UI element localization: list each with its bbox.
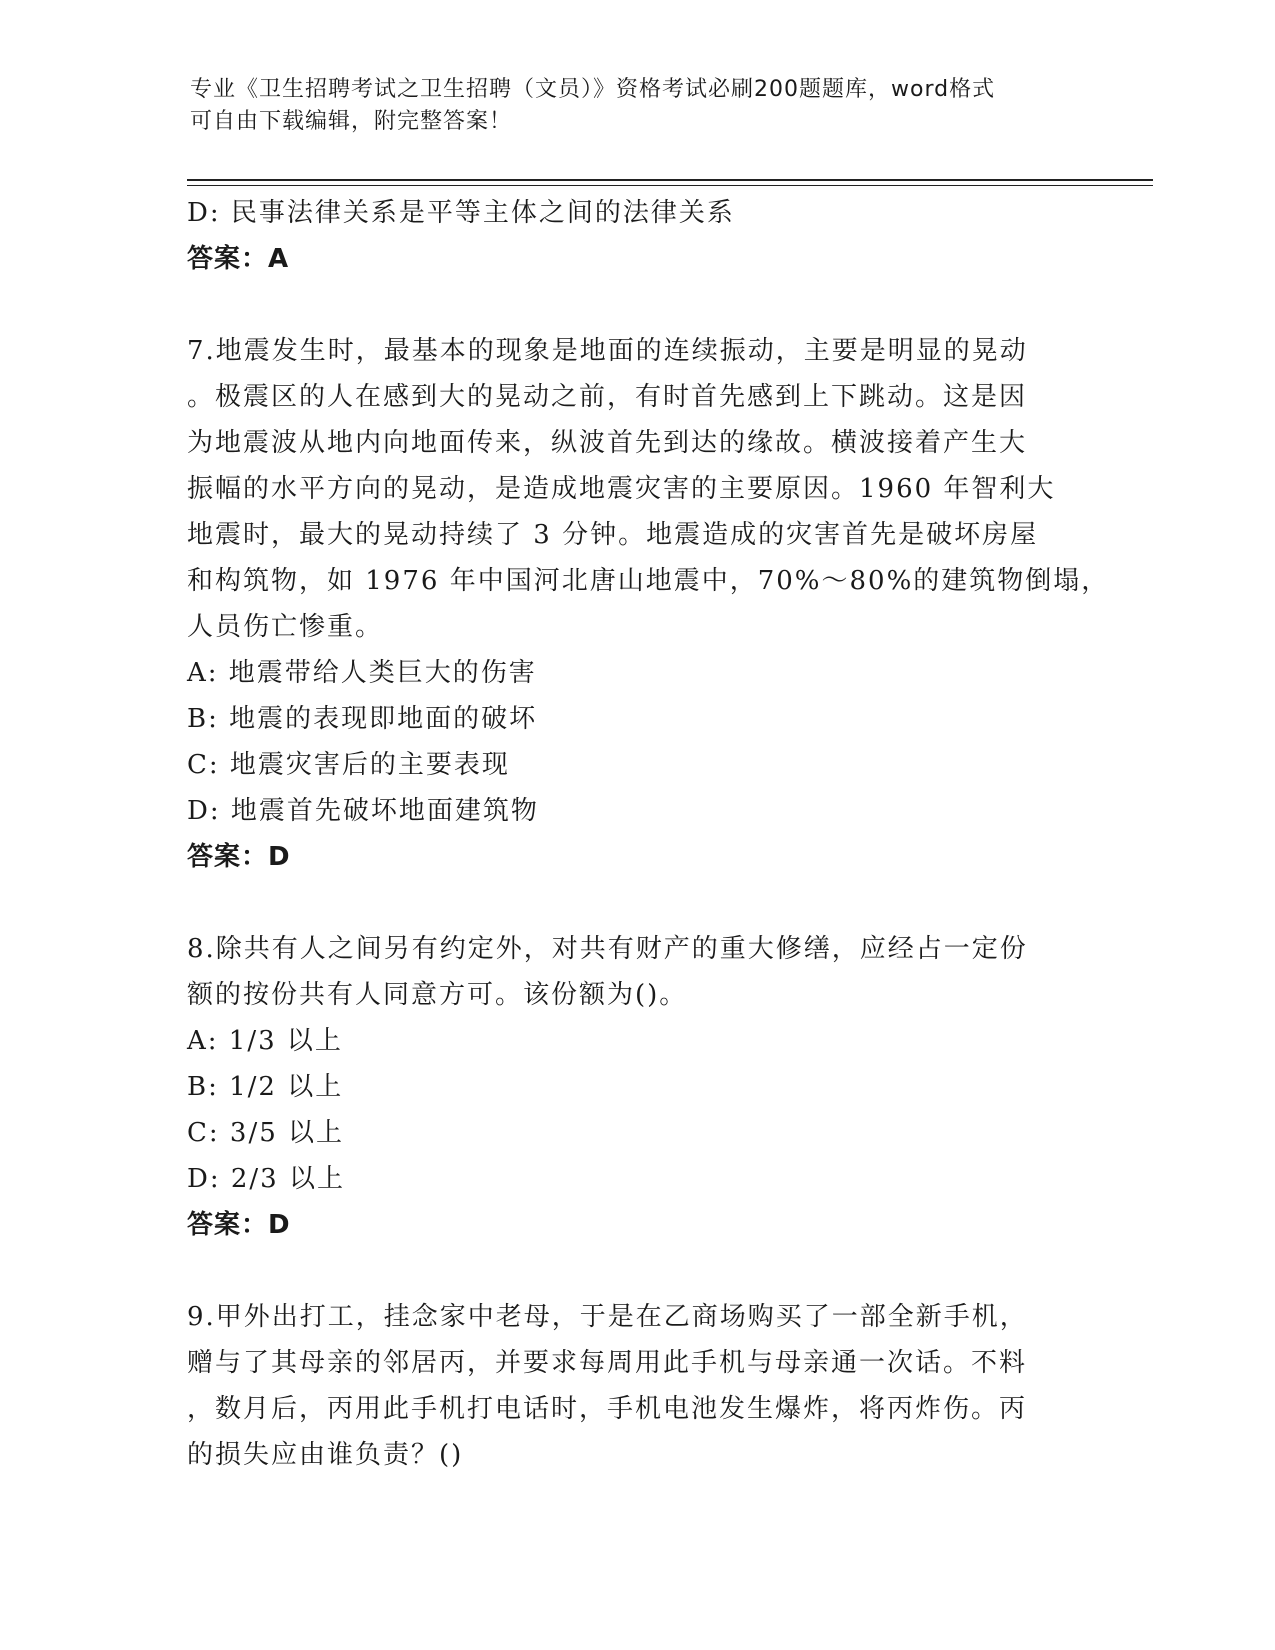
question-8-text-line: 额的按份共有人同意方可。该份额为()。 xyxy=(187,980,688,1010)
question-8-option-d: D: 2/3 以上 xyxy=(187,1164,345,1194)
question-7 xyxy=(187,328,1110,880)
question-8-option-c: C: 3/5 以上 xyxy=(187,1118,345,1148)
question-9 xyxy=(187,1294,1077,1478)
question-8-option-a: A: 1/3 以上 xyxy=(187,1026,343,1056)
question-7-text-line: 地震时，最大的晃动持续了 3 分钟。地震造成的灾害首先是破坏房屋 xyxy=(187,520,1039,550)
question-7-option-b: B: 地震的表现即地面的破坏 xyxy=(187,704,538,734)
spacer xyxy=(187,880,1077,926)
spacer xyxy=(187,282,1077,328)
question-7-text-line: 7.地震发生时，最基本的现象是地面的连续振动，主要是明显的晃动 xyxy=(187,336,1028,366)
question-8-text-line: 8.除共有人之间另有约定外，对共有财产的重大修缮，应经占一定份 xyxy=(187,934,1028,964)
question-9-text-line: 赠与了其母亲的邻居丙，并要求每周用此手机与母亲通一次话。不料 xyxy=(187,1348,1028,1378)
question-9-text-line: 9.甲外出打工，挂念家中老母，于是在乙商场购买了一部全新手机， xyxy=(187,1302,1028,1332)
page-header xyxy=(190,74,1070,138)
header-title-line-2: 可自由下载编辑，附完整答案！ xyxy=(190,109,513,134)
question-7-text-line: 为地震波从地内向地面传来，纵波首先到达的缘故。横波接着产生大 xyxy=(187,428,1028,458)
question-7-text-line: 和构筑物，如 1976 年中国河北唐山地震中，70%～80%的建筑物倒塌， xyxy=(187,566,1110,596)
question-8 xyxy=(187,926,1077,1248)
prev-question-answer: 答案：A xyxy=(187,244,290,274)
question-9-text-line: ，数月后，丙用此手机打电话时，手机电池发生爆炸，将丙炸伤。丙 xyxy=(187,1394,1028,1424)
question-7-text-line: 人员伤亡惨重。 xyxy=(187,612,384,642)
question-content xyxy=(187,190,1110,1478)
spacer xyxy=(187,1248,1077,1294)
prev-question-option-d: D: 民事法律关系是平等主体之间的法律关系 xyxy=(187,198,735,228)
question-7-option-a: A: 地震带给人类巨大的伤害 xyxy=(187,658,537,688)
header-title-line-1: 专业《卫生招聘考试之卫生招聘（文员）》资格考试必刷200题题库，word格式 xyxy=(190,77,996,102)
question-7-text-line: 振幅的水平方向的晃动，是造成地震灾害的主要原因。1960 年智利大 xyxy=(187,474,1056,504)
question-8-option-b: B: 1/2 以上 xyxy=(187,1072,344,1102)
question-7-option-d: D: 地震首先破坏地面建筑物 xyxy=(187,796,539,826)
question-7-text-line: 。极震区的人在感到大的晃动之前，有时首先感到上下跳动。这是因 xyxy=(187,382,1028,412)
header-divider-thick xyxy=(187,179,1153,181)
question-8-answer: 答案：D xyxy=(187,1210,291,1240)
question-9-text-line: 的损失应由谁负责？() xyxy=(187,1440,464,1470)
question-7-option-c: C: 地震灾害后的主要表现 xyxy=(187,750,510,780)
question-7-answer: 答案：D xyxy=(187,842,291,872)
header-divider-thin xyxy=(187,185,1153,186)
